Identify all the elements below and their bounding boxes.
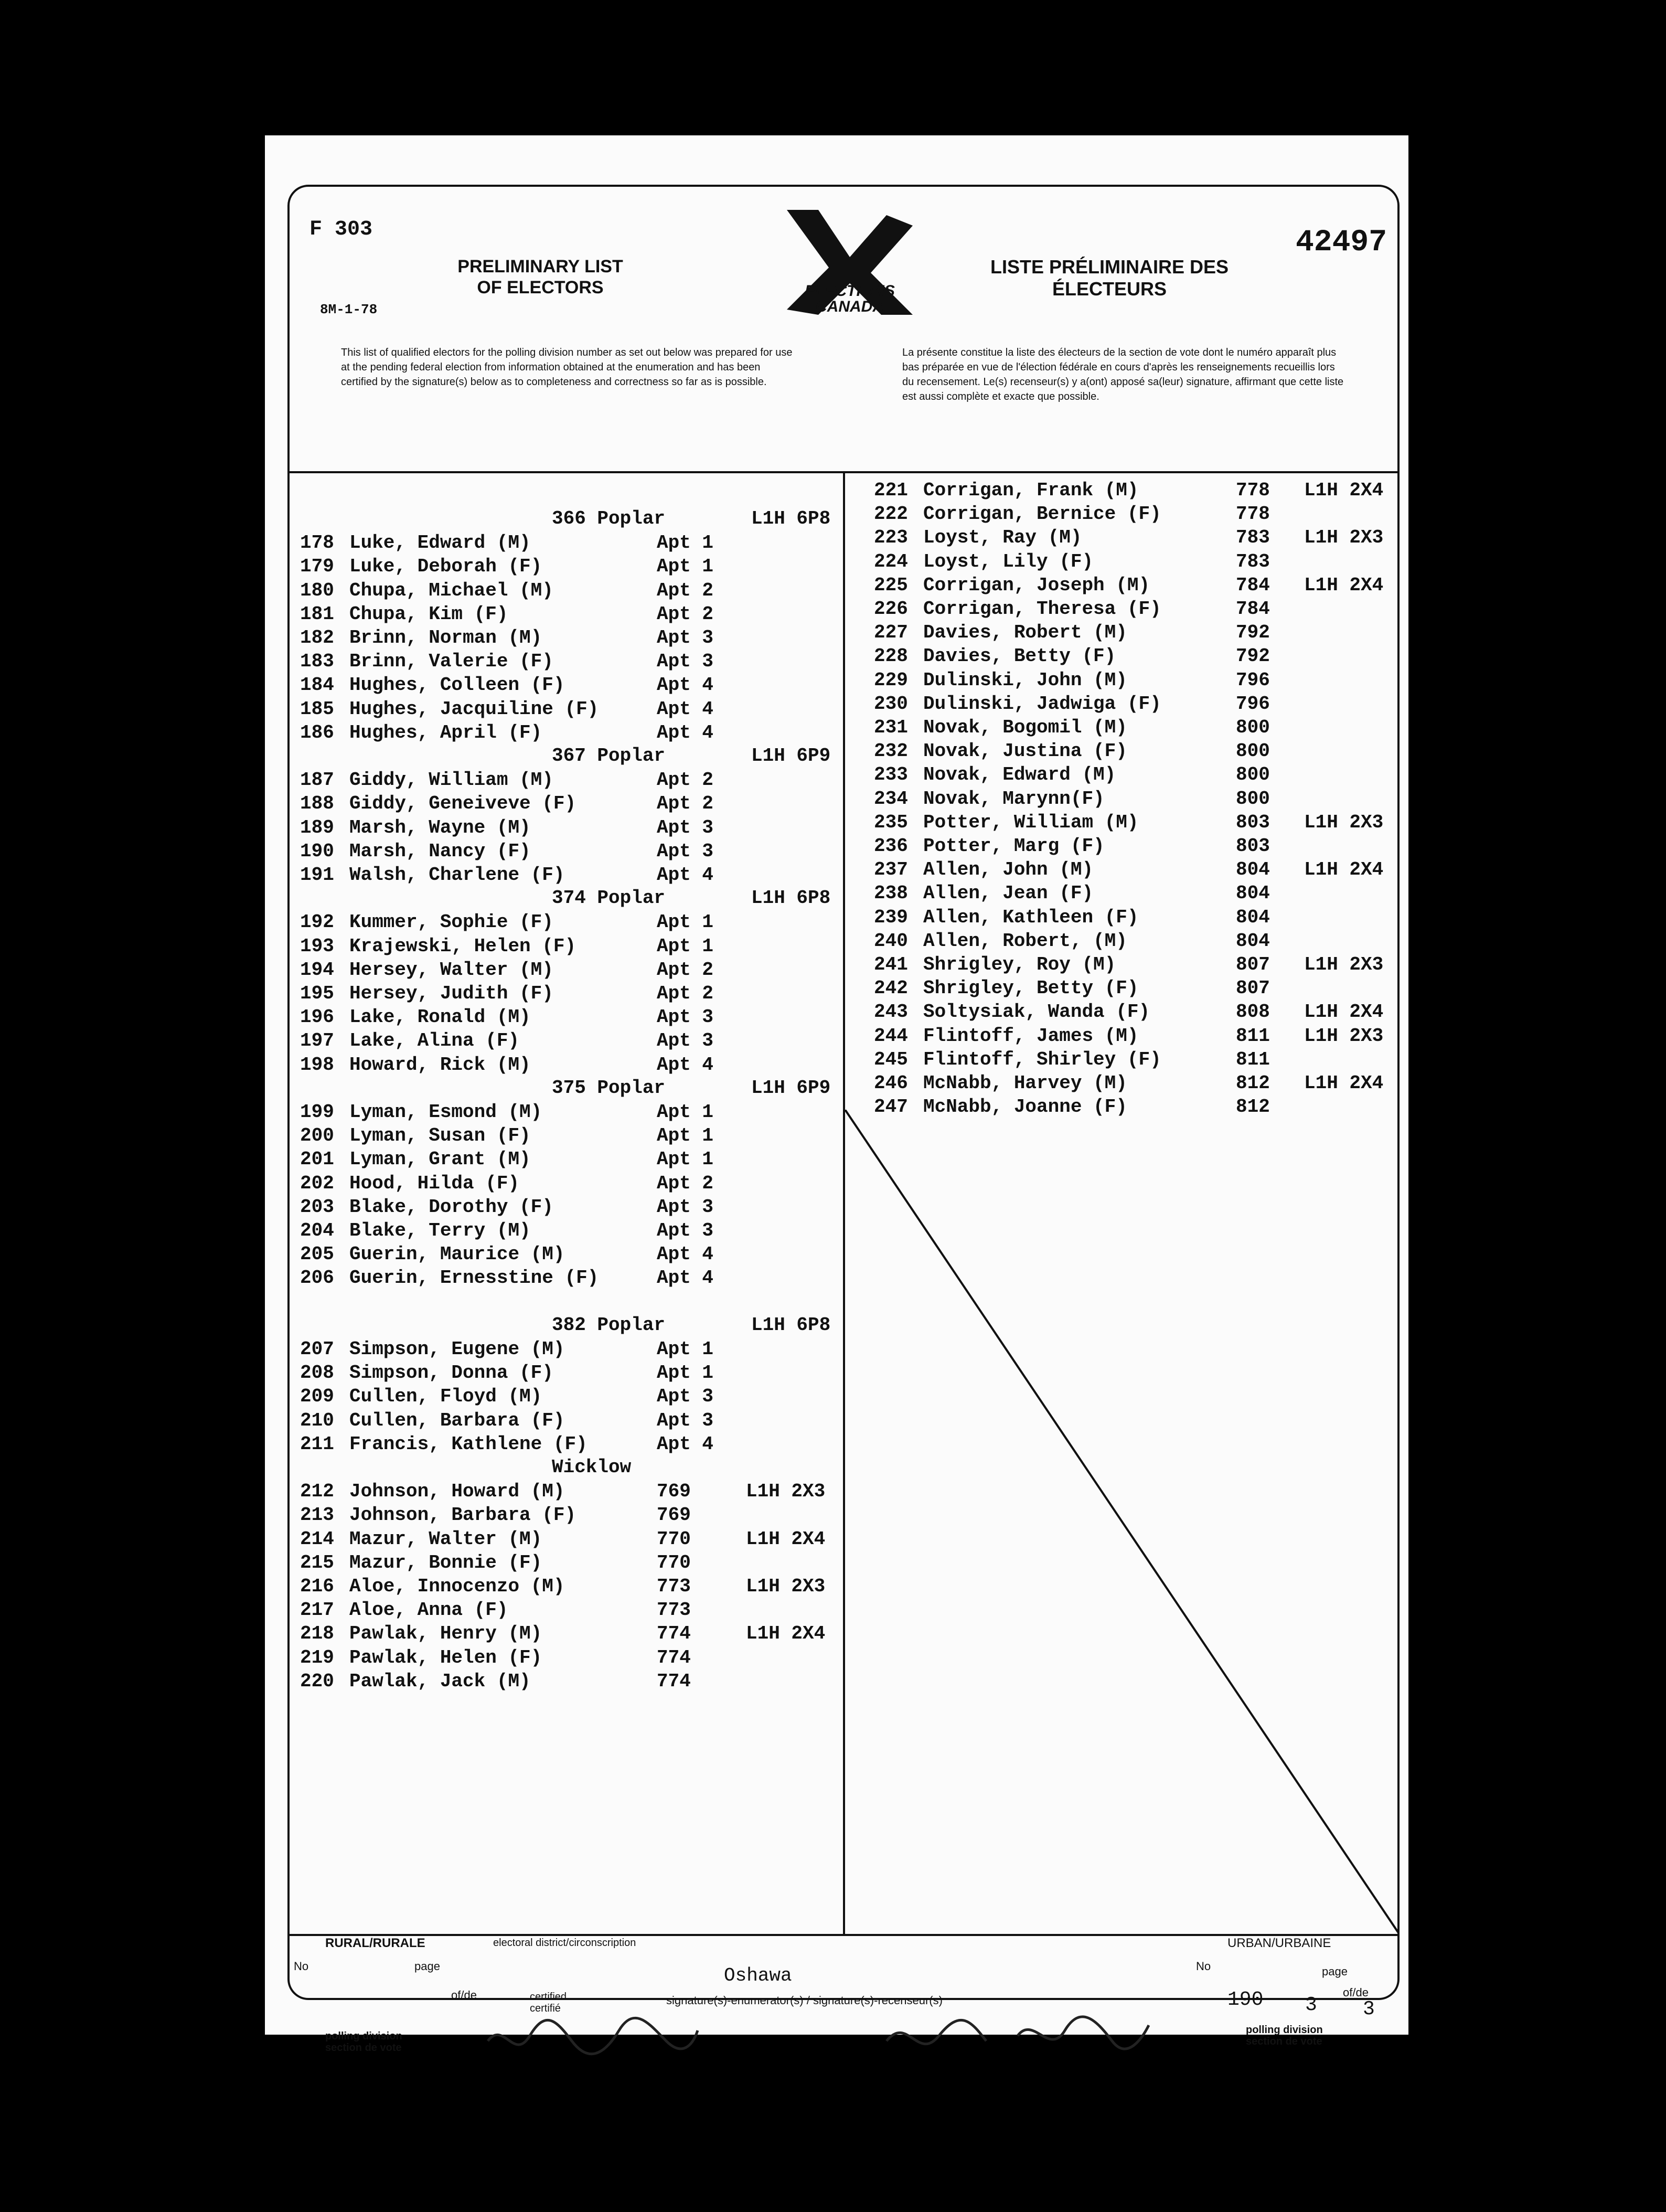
elector-unit: 769: [657, 1481, 691, 1503]
elector-unit: 783: [1236, 527, 1270, 549]
elector-postal-code: L1H 2X3: [1304, 527, 1384, 549]
elector-number: 210: [300, 1409, 334, 1431]
elector-unit: 804: [1236, 930, 1270, 952]
elector-unit: 769: [657, 1504, 691, 1526]
elector-number: 244: [874, 1025, 908, 1047]
elector-number: 241: [874, 954, 908, 975]
street-header: [552, 1077, 831, 1099]
elector-unit: Apt 4: [657, 721, 714, 743]
elector-name: Dulinski, John (M): [923, 669, 1127, 691]
elector-unit: 800: [1236, 764, 1270, 786]
elector-number: 222: [874, 503, 908, 525]
elector-postal-code: L1H 2X3: [1304, 811, 1384, 833]
elector-postal-code: L1H 2X4: [1304, 1001, 1384, 1023]
elector-unit: Apt 2: [657, 793, 714, 815]
elector-name: Corrigan, Frank (M): [923, 480, 1139, 501]
elector-name: Aloe, Anna (F): [349, 1599, 508, 1621]
elector-unit: Apt 4: [657, 1243, 714, 1265]
elector-unit: 803: [1236, 811, 1270, 833]
intro-english: This list of qualified electors for the polling division number as set out below was prepared for use at the pending federal election from information obtained at the enumeration and has been certified by the signature(s) below as to completeness and correctness so far as is possible.: [341, 347, 793, 388]
rural-page-label: page: [414, 1960, 440, 1973]
elector-name: Potter, Marg (F): [923, 835, 1105, 857]
elector-unit: Apt 3: [657, 1409, 714, 1431]
elector-number: 237: [874, 859, 908, 881]
elector-number: 223: [874, 527, 908, 549]
urban-no-label: No: [1196, 1960, 1211, 1973]
elector-unit: Apt 2: [657, 1172, 714, 1194]
elector-name: Hughes, April (F): [349, 721, 542, 743]
elector-name: Hughes, Colleen (F): [349, 674, 565, 696]
elector-name: Pawlak, Jack (M): [349, 1670, 531, 1692]
elector-name: Hood, Hilda (F): [349, 1172, 520, 1194]
elector-number: 230: [874, 693, 908, 715]
elector-name: McNabb, Harvey (M): [923, 1072, 1127, 1094]
elector-name: Mazur, Walter (M): [349, 1528, 542, 1550]
certified-label: certified certifié: [530, 1991, 567, 2014]
elector-unit: Apt 2: [657, 579, 714, 601]
elector-unit: Apt 3: [657, 1196, 714, 1218]
elector-unit: Apt 2: [657, 959, 714, 981]
elector-number: 245: [874, 1048, 908, 1070]
polling-number: 190: [1227, 1988, 1264, 2011]
street-header: [552, 1456, 631, 1478]
elector-number: 183: [300, 651, 334, 673]
elector-name: Davies, Robert (M): [923, 622, 1127, 644]
elector-unit: 770: [657, 1551, 691, 1573]
elector-unit: Apt 4: [657, 864, 714, 886]
street-postal-code: L1H 6P9: [751, 1077, 831, 1099]
elector-name: Krajewski, Helen (F): [349, 935, 576, 957]
elector-number: 184: [300, 674, 334, 696]
elector-name: Lyman, Esmond (M): [349, 1101, 542, 1123]
elector-unit: 808: [1236, 1001, 1270, 1023]
logo-text: ELECTIONS CANADA: [805, 282, 895, 315]
elector-unit: 774: [657, 1646, 691, 1668]
form-number: F 303: [309, 218, 373, 241]
elector-name: Simpson, Donna (F): [349, 1362, 553, 1384]
elector-name: Davies, Betty (F): [923, 645, 1116, 667]
elector-name: Corrigan, Joseph (M): [923, 574, 1150, 596]
signature-label: signature(s)-enumerator(s) / signature(s)-recenseur(s): [666, 1994, 943, 2007]
elector-number: 201: [300, 1148, 334, 1171]
elector-unit: 800: [1236, 717, 1270, 738]
elector-name: Giddy, William (M): [349, 769, 553, 791]
elector-number: 197: [300, 1030, 334, 1052]
elector-unit: 811: [1236, 1025, 1270, 1047]
elector-number: 221: [874, 480, 908, 501]
elector-number: 191: [300, 864, 334, 886]
void-diagonal: [845, 1110, 1400, 1934]
elector-postal-code: L1H 2X4: [746, 1528, 826, 1550]
elector-unit: Apt 2: [657, 769, 714, 791]
elector-unit: 812: [1236, 1072, 1270, 1094]
serial-number: 42497: [1296, 226, 1387, 260]
elector-number: 233: [874, 764, 908, 786]
elector-postal-code: L1H 2X3: [746, 1576, 826, 1597]
street-header: [552, 1314, 831, 1336]
elector-name: Johnson, Barbara (F): [349, 1504, 576, 1526]
elector-number: 227: [874, 622, 908, 644]
elector-name: Giddy, Geneiveve (F): [349, 793, 576, 815]
elector-unit: Apt 1: [657, 556, 714, 578]
elector-number: 242: [874, 977, 908, 999]
urban-page-label: page: [1322, 1965, 1348, 1978]
elector-unit: 778: [1236, 480, 1270, 501]
street-address: 375 Poplar: [552, 1077, 666, 1099]
elector-number: 229: [874, 669, 908, 691]
elector-name: Soltysiak, Wanda (F): [923, 1001, 1150, 1023]
elector-unit: Apt 1: [657, 911, 714, 933]
elector-name: Loyst, Lily (F): [923, 550, 1094, 572]
title-french: LISTE PRÉLIMINAIRE DES ÉLECTEURS: [990, 256, 1229, 300]
elector-name: Allen, Kathleen (F): [923, 906, 1139, 928]
elector-postal-code: L1H 2X4: [1304, 859, 1384, 881]
elector-number: 195: [300, 983, 334, 1004]
elector-name: Lyman, Grant (M): [349, 1148, 531, 1171]
elector-number: 234: [874, 788, 908, 810]
elector-number: 228: [874, 645, 908, 667]
elector-number: 178: [300, 532, 334, 554]
street-address: 382 Poplar: [552, 1314, 666, 1336]
street-postal-code: L1H 6P8: [751, 1314, 831, 1336]
elector-number: 209: [300, 1386, 334, 1408]
elector-unit: Apt 1: [657, 1338, 714, 1360]
elector-number: 179: [300, 556, 334, 578]
elector-number: 182: [300, 627, 334, 648]
elector-name: Johnson, Howard (M): [349, 1481, 565, 1503]
elector-postal-code: L1H 2X4: [1304, 480, 1384, 501]
elector-number: 190: [300, 840, 334, 862]
rural-polling-label: polling division section de vote: [325, 2030, 402, 2054]
elector-unit: Apt 4: [657, 698, 714, 720]
elector-unit: 774: [657, 1623, 691, 1645]
elector-unit: 807: [1236, 954, 1270, 975]
elector-number: 218: [300, 1623, 334, 1645]
rural-no-label: No: [294, 1960, 309, 1973]
elector-unit: 800: [1236, 740, 1270, 762]
urban-polling-label: polling division section de vote: [1246, 2024, 1323, 2047]
elector-number: 236: [874, 835, 908, 857]
elector-number: 238: [874, 882, 908, 905]
street-postal-code: L1H 6P9: [751, 745, 831, 767]
elector-unit: Apt 1: [657, 1125, 714, 1147]
elector-name: Loyst, Ray (M): [923, 527, 1082, 549]
elector-name: Corrigan, Bernice (F): [923, 503, 1161, 525]
elector-unit: 807: [1236, 977, 1270, 999]
elector-name: Blake, Terry (M): [349, 1220, 531, 1241]
elector-unit: 800: [1236, 788, 1270, 810]
intro-french: La présente constitue la liste des électeurs de la section de vote dont le numéro apparaît plus bas préparée en vue de l'élection fédérale en cours d'après les renseignements recueillis lors du recensement. Le(s) recenseur(s) y a(ont) apposé sa(leur) signature, affirmant que cette liste est aussi complète et exacte que possible.: [902, 347, 1344, 402]
elector-number: 192: [300, 911, 334, 933]
elector-name: Aloe, Innocenzo (M): [349, 1576, 565, 1597]
elector-number: 212: [300, 1481, 334, 1503]
street-header: [552, 508, 831, 529]
elector-postal-code: L1H 2X3: [746, 1481, 826, 1503]
elector-name: Cullen, Floyd (M): [349, 1386, 542, 1408]
elector-name: Shrigley, Roy (M): [923, 954, 1116, 975]
elector-unit: 784: [1236, 598, 1270, 620]
street-address: Wicklow: [552, 1456, 632, 1478]
elector-unit: Apt 1: [657, 1101, 714, 1123]
elector-number: 243: [874, 1001, 908, 1023]
district-label: electoral district/circonscription: [493, 1937, 636, 1949]
elector-number: 185: [300, 698, 334, 720]
elector-number: 181: [300, 603, 334, 625]
elector-name: McNabb, Joanne (F): [923, 1096, 1127, 1118]
elector-postal-code: L1H 2X3: [1304, 954, 1384, 975]
street-postal-code: L1H 6P8: [751, 508, 831, 529]
rural-label: RURAL/RURALE: [325, 1936, 425, 1950]
title-english: PRELIMINARY LIST OF ELECTORS: [457, 257, 623, 297]
elector-unit: Apt 3: [657, 1386, 714, 1408]
street-address: 366 Poplar: [552, 508, 666, 529]
elector-number: 198: [300, 1054, 334, 1076]
elector-name: Guerin, Ernesstine (F): [349, 1267, 599, 1289]
elector-unit: Apt 3: [657, 651, 714, 673]
elector-number: 225: [874, 574, 908, 596]
elector-unit: 804: [1236, 906, 1270, 928]
elector-number: 188: [300, 793, 334, 815]
elector-name: Cullen, Barbara (F): [349, 1409, 565, 1431]
elector-unit: 796: [1236, 669, 1270, 691]
form-date: 8M-1-78: [320, 302, 378, 317]
elector-name: Blake, Dorothy (F): [349, 1196, 553, 1218]
elector-name: Lyman, Susan (F): [349, 1125, 531, 1147]
elector-name: Simpson, Eugene (M): [349, 1338, 565, 1360]
elector-name: Walsh, Charlene (F): [349, 864, 565, 886]
elector-number: 216: [300, 1576, 334, 1597]
elector-name: Hersey, Judith (F): [349, 983, 553, 1004]
elector-name: Guerin, Maurice (M): [349, 1243, 565, 1265]
elector-number: 200: [300, 1125, 334, 1147]
elector-name: Allen, Robert, (M): [923, 930, 1127, 952]
elector-name: Francis, Kathlene (F): [349, 1433, 588, 1455]
elector-number: 215: [300, 1551, 334, 1573]
elector-number: 208: [300, 1362, 334, 1384]
elector-number: 214: [300, 1528, 334, 1550]
elector-number: 224: [874, 550, 908, 572]
elector-name: Brinn, Valerie (F): [349, 651, 553, 673]
elector-unit: Apt 1: [657, 532, 714, 554]
elector-number: 204: [300, 1220, 334, 1241]
urban-label: URBAN/URBAINE: [1227, 1936, 1331, 1950]
elector-unit: 804: [1236, 882, 1270, 905]
urban-of-label: of/de: [1343, 1986, 1369, 1999]
elector-number: 213: [300, 1504, 334, 1526]
elector-unit: 812: [1236, 1096, 1270, 1118]
elector-postal-code: L1H 2X4: [746, 1623, 826, 1645]
elector-number: 199: [300, 1101, 334, 1123]
elector-name: Pawlak, Helen (F): [349, 1646, 542, 1668]
elector-unit: 804: [1236, 859, 1270, 881]
elector-number: 202: [300, 1172, 334, 1194]
elector-unit: Apt 4: [657, 674, 714, 696]
elector-number: 235: [874, 811, 908, 833]
elector-postal-code: L1H 2X4: [1304, 1072, 1384, 1094]
street-postal-code: L1H 6P8: [751, 887, 831, 909]
elector-name: Allen, John (M): [923, 859, 1094, 881]
elector-name: Novak, Marynn(F): [923, 788, 1105, 810]
elector-unit: 783: [1236, 550, 1270, 572]
elector-name: Dulinski, Jadwiga (F): [923, 693, 1161, 715]
elector-number: 193: [300, 935, 334, 957]
elector-number: 205: [300, 1243, 334, 1265]
elector-name: Brinn, Norman (M): [349, 627, 542, 648]
elector-name: Potter, William (M): [923, 811, 1139, 833]
elector-unit: Apt 2: [657, 603, 714, 625]
elector-unit: Apt 3: [657, 1030, 714, 1052]
elector-number: 206: [300, 1267, 334, 1289]
elector-name: Novak, Edward (M): [923, 764, 1116, 786]
elector-name: Mazur, Bonnie (F): [349, 1551, 542, 1573]
elector-name: Luke, Edward (M): [349, 532, 531, 554]
elector-unit: 770: [657, 1528, 691, 1550]
elector-number: 186: [300, 721, 334, 743]
street-address: 367 Poplar: [552, 745, 666, 767]
elector-number: 219: [300, 1646, 334, 1668]
elector-number: 211: [300, 1433, 334, 1455]
street-header: [552, 887, 831, 909]
elector-unit: 773: [657, 1599, 691, 1621]
elector-number: 231: [874, 717, 908, 738]
elector-number: 189: [300, 816, 334, 838]
elector-number: 207: [300, 1338, 334, 1360]
enumerator-signature-2: [881, 2004, 1154, 2067]
elector-number: 240: [874, 930, 908, 952]
elector-unit: Apt 2: [657, 983, 714, 1004]
elector-unit: Apt 3: [657, 1006, 714, 1028]
rural-of-label: of/de: [451, 1988, 477, 2002]
elector-unit: 811: [1236, 1048, 1270, 1070]
elector-number: 232: [874, 740, 908, 762]
elector-unit: Apt 1: [657, 1362, 714, 1384]
elector-name: Hughes, Jacquiline (F): [349, 698, 599, 720]
elector-unit: 778: [1236, 503, 1270, 525]
district-value: Oshawa: [724, 1965, 792, 1986]
elector-number: 220: [300, 1670, 334, 1692]
elector-unit: Apt 3: [657, 627, 714, 648]
elector-postal-code: L1H 2X3: [1304, 1025, 1384, 1047]
elector-name: Chupa, Michael (M): [349, 579, 553, 601]
page-total: 3: [1363, 1998, 1375, 2020]
page-number: 3: [1305, 1994, 1317, 2016]
elector-name: Corrigan, Theresa (F): [923, 598, 1161, 620]
elector-postal-code: L1H 2X4: [1304, 574, 1384, 596]
street-header: [552, 745, 831, 767]
elector-number: 247: [874, 1096, 908, 1118]
street-address: 374 Poplar: [552, 887, 666, 909]
elector-number: 203: [300, 1196, 334, 1218]
elector-unit: Apt 4: [657, 1433, 714, 1455]
elector-name: Luke, Deborah (F): [349, 556, 542, 578]
elector-name: Hersey, Walter (M): [349, 959, 553, 981]
elector-number: 246: [874, 1072, 908, 1094]
elector-number: 196: [300, 1006, 334, 1028]
elector-name: Novak, Justina (F): [923, 740, 1127, 762]
elector-unit: 784: [1236, 574, 1270, 596]
elector-name: Pawlak, Henry (M): [349, 1623, 542, 1645]
elector-name: Flintoff, James (M): [923, 1025, 1139, 1047]
elector-unit: Apt 3: [657, 1220, 714, 1241]
elector-name: Kummer, Sophie (F): [349, 911, 553, 933]
elector-number: 194: [300, 959, 334, 981]
enumerator-signature-1: [483, 2009, 703, 2067]
elector-name: Lake, Ronald (M): [349, 1006, 531, 1028]
elector-unit: 773: [657, 1576, 691, 1597]
elector-unit: Apt 4: [657, 1054, 714, 1076]
elector-unit: 792: [1236, 622, 1270, 644]
elector-name: Lake, Alina (F): [349, 1030, 520, 1052]
elector-number: 239: [874, 906, 908, 928]
elector-name: Allen, Jean (F): [923, 882, 1094, 905]
elector-name: Marsh, Nancy (F): [349, 840, 531, 862]
elector-unit: Apt 1: [657, 935, 714, 957]
elector-name: Chupa, Kim (F): [349, 603, 508, 625]
elector-unit: 796: [1236, 693, 1270, 715]
elector-unit: 774: [657, 1670, 691, 1692]
elector-name: Novak, Bogomil (M): [923, 717, 1127, 738]
elector-unit: Apt 3: [657, 840, 714, 862]
elector-name: Flintoff, Shirley (F): [923, 1048, 1161, 1070]
elector-name: Marsh, Wayne (M): [349, 816, 531, 838]
elector-number: 187: [300, 769, 334, 791]
elector-unit: Apt 1: [657, 1148, 714, 1171]
elector-unit: Apt 4: [657, 1267, 714, 1289]
elector-unit: 803: [1236, 835, 1270, 857]
elector-unit: 792: [1236, 645, 1270, 667]
elector-unit: Apt 3: [657, 816, 714, 838]
elector-number: 217: [300, 1599, 334, 1621]
elector-name: Howard, Rick (M): [349, 1054, 531, 1076]
elector-number: 226: [874, 598, 908, 620]
elector-number: 180: [300, 579, 334, 601]
elector-name: Shrigley, Betty (F): [923, 977, 1139, 999]
